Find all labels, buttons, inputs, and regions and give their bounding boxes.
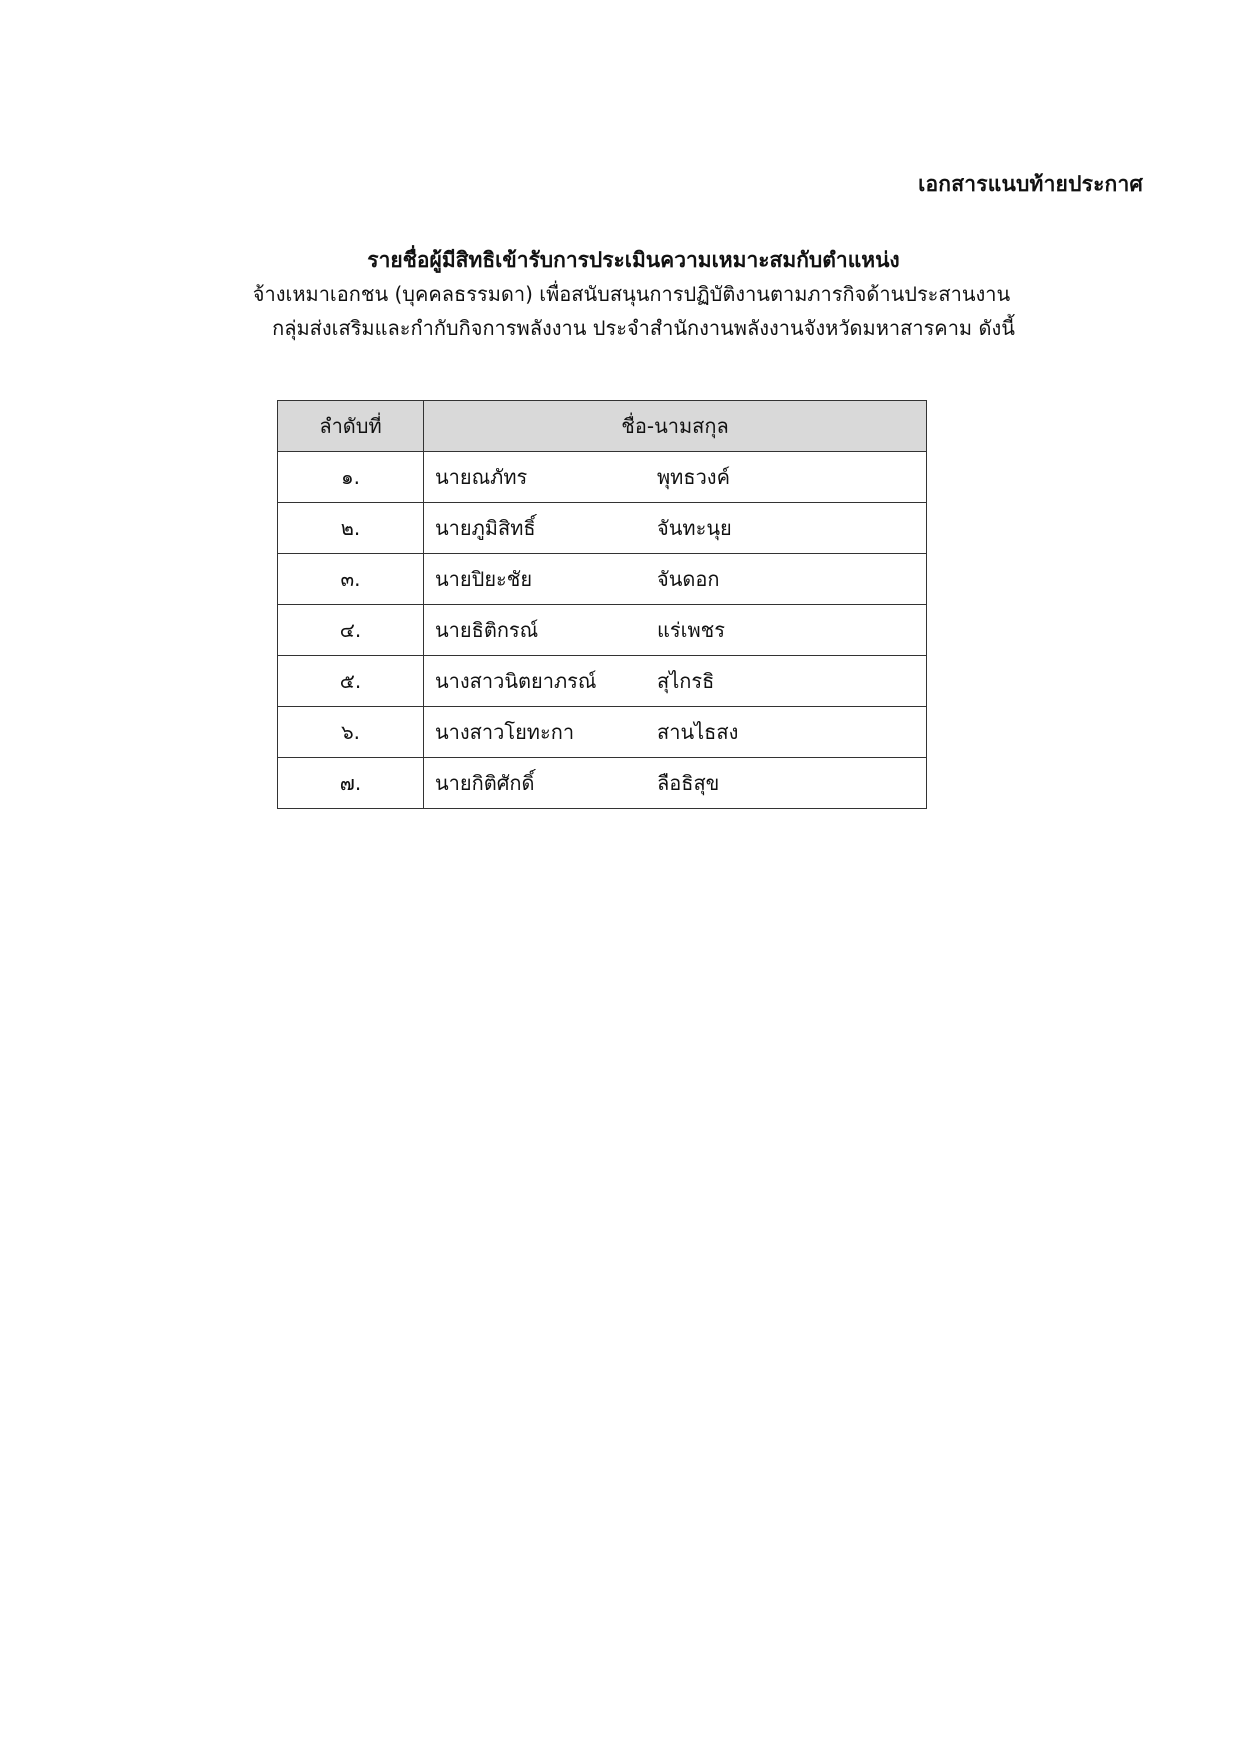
row-number: ๕. bbox=[278, 656, 424, 707]
table-row bbox=[278, 758, 927, 809]
table-row bbox=[278, 554, 927, 605]
row-first-name: นางสาวโยทะกา bbox=[424, 707, 658, 758]
table-row bbox=[278, 656, 927, 707]
row-first-name: นายปิยะชัย bbox=[424, 554, 658, 605]
row-first-name: นายธิติกรณ์ bbox=[424, 605, 658, 656]
heading-title: รายชื่อผู้มีสิทธิเข้ารับการประเมินความเหมาะสมกับตำแหน่ง bbox=[367, 248, 900, 272]
table-header-row bbox=[278, 401, 927, 452]
header-no: ลำดับที่ bbox=[278, 401, 424, 452]
table-row bbox=[278, 707, 927, 758]
row-first-name: นายกิติศักดิ์ bbox=[424, 758, 658, 809]
row-number: ๓. bbox=[278, 554, 424, 605]
row-last-name: สุไกรธิ bbox=[657, 656, 927, 707]
row-last-name: จันดอก bbox=[657, 554, 927, 605]
row-number: ๖. bbox=[278, 707, 424, 758]
header-name: ชื่อ-นามสกุล bbox=[424, 401, 927, 452]
row-first-name: นายณภัทร bbox=[424, 452, 658, 503]
row-last-name: ลือธิสุข bbox=[657, 758, 927, 809]
heading-line-2: กลุ่มส่งเสริมและกำกับกิจการพลังงาน ประจำสำนักงานพลังงานจังหวัดมหาสารคาม ดังนี้ bbox=[272, 316, 1015, 340]
row-number: ๔. bbox=[278, 605, 424, 656]
heading-block bbox=[0, 243, 1241, 345]
table-row bbox=[278, 605, 927, 656]
row-last-name: สานไธสง bbox=[657, 707, 927, 758]
row-number: ๒. bbox=[278, 503, 424, 554]
table-row bbox=[278, 452, 927, 503]
heading-line-1: จ้างเหมาเอกชน (บุคคลธรรมดา) เพื่อสนับสนุนการปฏิบัติงานตามภารกิจด้านประสานงาน bbox=[252, 282, 1011, 306]
table-row bbox=[278, 503, 927, 554]
attachment-label: เอกสารแนบท้ายประกาศ bbox=[918, 172, 1143, 196]
row-first-name: นายภูมิสิทธิ์ bbox=[424, 503, 658, 554]
row-first-name: นางสาวนิตยาภรณ์ bbox=[424, 656, 658, 707]
row-number: ๑. bbox=[278, 452, 424, 503]
row-number: ๗. bbox=[278, 758, 424, 809]
row-last-name: จันทะนุย bbox=[657, 503, 927, 554]
row-last-name: แร่เพชร bbox=[657, 605, 927, 656]
names-table bbox=[277, 400, 927, 809]
row-last-name: พุทธวงค์ bbox=[657, 452, 927, 503]
